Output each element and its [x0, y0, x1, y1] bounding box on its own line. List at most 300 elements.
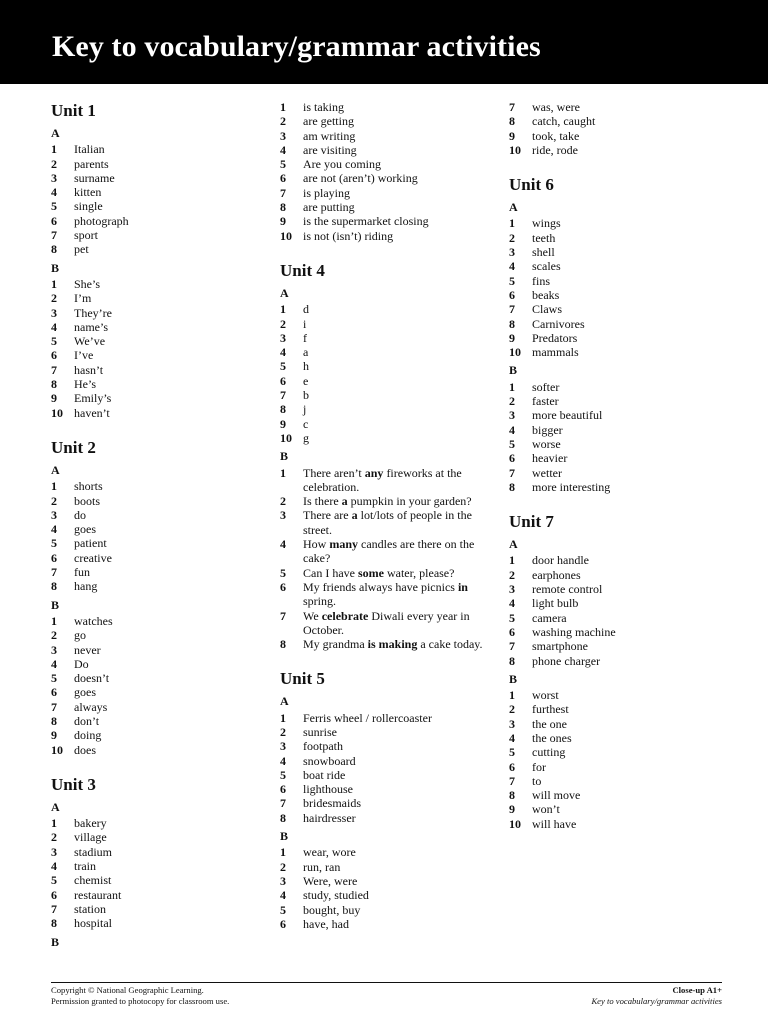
answer-item — [280, 171, 490, 185]
item-answer: never — [74, 642, 101, 657]
answer-item — [280, 388, 490, 402]
item-answer: kitten — [74, 185, 102, 200]
item-answer: a — [303, 345, 309, 360]
item-number: 5 — [509, 745, 515, 760]
item-number: 3 — [51, 507, 57, 522]
section-label: B — [51, 934, 60, 949]
item-answer: phone charger — [532, 653, 601, 668]
answer-item — [51, 536, 251, 550]
item-number: 1 — [280, 465, 286, 480]
answer-item — [280, 317, 490, 331]
answer-item — [509, 259, 719, 273]
item-answer: goes — [74, 522, 96, 537]
section-label: A — [509, 200, 518, 215]
item-answer: train — [74, 859, 96, 874]
item-answer: Were, were — [303, 873, 358, 888]
answer-item — [280, 374, 490, 388]
item-number: 8 — [280, 637, 286, 652]
item-number: 7 — [280, 388, 286, 403]
item-answer — [303, 637, 490, 651]
item-number: 5 — [280, 565, 286, 580]
item-number: 3 — [280, 128, 286, 143]
answer-item — [280, 566, 490, 580]
answer-item — [51, 551, 251, 565]
answer-item — [51, 242, 251, 256]
answer-item — [509, 451, 719, 465]
answer-item — [509, 302, 719, 316]
item-answer — [303, 537, 490, 566]
answer-item — [280, 739, 490, 753]
page-header — [0, 0, 768, 84]
item-answer: name’s — [74, 319, 108, 334]
item-number: 8 — [280, 200, 286, 215]
item-answer: We’ve — [74, 334, 106, 349]
answer-item — [280, 508, 490, 537]
answer-fragment: fireworks at the celebration. — [303, 465, 462, 494]
answer-item — [51, 859, 251, 873]
item-answer: b — [303, 388, 309, 403]
item-answer: bakery — [74, 816, 107, 831]
item-number: 6 — [280, 916, 286, 931]
item-number: 3 — [51, 642, 57, 657]
item-number: 6 — [51, 685, 57, 700]
item-number: 5 — [509, 273, 515, 288]
item-answer: I’ve — [74, 348, 94, 363]
item-number: 3 — [51, 844, 57, 859]
answer-item — [280, 359, 490, 373]
item-answer: He’s — [74, 377, 96, 392]
section-label: B — [509, 671, 518, 686]
item-number: 9 — [280, 214, 286, 229]
item-number: 1 — [509, 688, 515, 703]
item-number: 6 — [51, 348, 57, 363]
item-answer: go — [74, 628, 86, 643]
item-number: 5 — [51, 536, 57, 551]
answer-item — [51, 508, 251, 522]
answer-item — [280, 417, 490, 431]
answer-item — [51, 830, 251, 844]
footer-right — [591, 985, 722, 1007]
item-answer — [303, 466, 490, 495]
answer-item — [280, 874, 490, 888]
item-number: 3 — [51, 305, 57, 320]
item-answer: boat ride — [303, 767, 346, 782]
answer-fragment: We — [303, 608, 322, 623]
item-number: 3 — [509, 408, 515, 423]
item-answer: Carnivores — [532, 316, 585, 331]
answer-column-3 — [509, 100, 719, 831]
answer-item — [280, 345, 490, 359]
item-answer: is the supermarket closing — [303, 214, 429, 229]
item-number: 1 — [51, 816, 57, 831]
item-answer: cutting — [532, 745, 566, 760]
answer-highlight: in — [457, 579, 468, 594]
item-answer: teeth — [532, 230, 556, 245]
answer-item — [51, 743, 251, 757]
answer-item — [509, 480, 719, 494]
item-answer: fins — [532, 273, 550, 288]
item-answer: shorts — [74, 479, 103, 494]
section-label: B — [280, 449, 289, 464]
unit-heading: Unit 6 — [509, 175, 554, 195]
item-answer: Are you coming — [303, 157, 381, 172]
answer-item — [509, 114, 719, 128]
item-number: 8 — [509, 316, 515, 331]
item-number: 4 — [51, 656, 57, 671]
answer-item — [509, 100, 719, 114]
item-answer: won’t — [532, 802, 560, 817]
item-answer — [303, 566, 490, 580]
item-number: 6 — [509, 759, 515, 774]
item-number: 6 — [509, 451, 515, 466]
item-answer: catch, caught — [532, 114, 596, 129]
item-number: 5 — [509, 610, 515, 625]
item-answer: lighthouse — [303, 782, 353, 797]
item-answer: camera — [532, 610, 567, 625]
item-number: 2 — [280, 724, 286, 739]
item-number: 7 — [51, 901, 57, 916]
item-number: 10 — [509, 816, 521, 831]
item-number: 8 — [280, 402, 286, 417]
item-answer: bigger — [532, 422, 563, 437]
item-number: 10 — [51, 742, 63, 757]
unit-heading: Unit 3 — [51, 774, 96, 794]
answer-item — [280, 200, 490, 214]
answer-fragment: My friends always have picnics — [303, 579, 458, 594]
page-footer — [51, 982, 722, 1006]
item-number: 10 — [509, 142, 521, 157]
answer-item — [51, 334, 251, 348]
item-answer — [303, 580, 490, 609]
item-number: 1 — [509, 216, 515, 231]
answer-fragment: My grandma — [303, 637, 368, 652]
item-number: 5 — [280, 359, 286, 374]
item-number: 6 — [51, 887, 57, 902]
item-number: 4 — [51, 185, 57, 200]
answer-item — [280, 466, 490, 495]
answer-item — [51, 185, 251, 199]
item-answer: do — [74, 507, 86, 522]
answer-item — [509, 408, 719, 422]
answer-fragment: Is there — [303, 494, 342, 509]
answer-fragment: Can I have — [303, 565, 358, 580]
item-number: 7 — [280, 608, 286, 623]
answer-item — [509, 688, 719, 702]
item-number: 2 — [280, 316, 286, 331]
item-answer: run, ran — [303, 859, 341, 874]
item-answer: hospital — [74, 916, 112, 931]
item-number: 5 — [509, 436, 515, 451]
item-number: 4 — [280, 345, 286, 360]
item-answer: wear, wore — [303, 845, 356, 860]
item-number: 5 — [51, 671, 57, 686]
answer-item — [280, 331, 490, 345]
answer-item — [280, 903, 490, 917]
unit-spacer — [280, 651, 490, 668]
unit-spacer — [509, 494, 719, 511]
item-number: 2 — [280, 859, 286, 874]
answer-item — [509, 639, 719, 653]
answer-column-2 — [280, 100, 490, 931]
item-number: 7 — [51, 565, 57, 580]
answer-highlight: a — [341, 494, 348, 509]
item-number: 2 — [509, 702, 515, 717]
item-number: 2 — [509, 230, 515, 245]
item-number: 5 — [280, 157, 286, 172]
answer-item — [509, 553, 719, 567]
item-number: 6 — [280, 579, 286, 594]
item-answer: single — [74, 199, 103, 214]
item-answer: parents — [74, 156, 109, 171]
item-number: 7 — [51, 362, 57, 377]
item-answer: Do — [74, 656, 89, 671]
answer-item — [51, 700, 251, 714]
item-number: 5 — [51, 873, 57, 888]
item-number: 8 — [509, 114, 515, 129]
answer-item — [51, 671, 251, 685]
answer-item — [280, 768, 490, 782]
item-answer: e — [303, 373, 309, 388]
answer-highlight: many — [329, 537, 359, 552]
answer-item — [51, 643, 251, 657]
item-answer: have, had — [303, 916, 349, 931]
item-answer: snowboard — [303, 753, 356, 768]
answer-fragment: pumpkin in your garden? — [347, 494, 472, 509]
item-answer: the one — [532, 716, 567, 731]
item-answer: sport — [74, 228, 98, 243]
answer-fragment: a cake today. — [417, 637, 483, 652]
answer-item — [51, 888, 251, 902]
item-number: 4 — [509, 596, 515, 611]
item-answer: faster — [532, 394, 559, 409]
answer-item — [51, 277, 251, 291]
answer-fragment: spring. — [303, 594, 336, 609]
answer-item — [280, 888, 490, 902]
item-answer: stadium — [74, 844, 112, 859]
item-answer — [303, 609, 490, 638]
answer-item — [509, 129, 719, 143]
item-answer: doesn’t — [74, 671, 110, 686]
item-answer: footpath — [303, 739, 343, 754]
answer-item — [51, 657, 251, 671]
section-label: A — [280, 694, 289, 709]
section-label: B — [51, 597, 60, 612]
item-answer: the ones — [532, 730, 572, 745]
item-answer: Claws — [532, 302, 562, 317]
item-number: 2 — [509, 567, 515, 582]
item-answer: Emily’s — [74, 391, 112, 406]
item-answer: haven’t — [74, 405, 110, 420]
item-answer — [303, 494, 490, 508]
answer-item — [509, 654, 719, 668]
answer-item — [509, 625, 719, 639]
answer-item — [509, 216, 719, 230]
answer-item — [509, 245, 719, 259]
answer-item — [51, 816, 251, 830]
unit-spacer — [51, 420, 251, 437]
item-answer: does — [74, 742, 96, 757]
answer-item — [280, 860, 490, 874]
item-answer: was, were — [532, 100, 580, 114]
footer-left — [51, 985, 229, 1007]
permission-text: Permission granted to photocopy for classroom use. — [51, 996, 230, 1006]
answer-item — [280, 782, 490, 796]
answer-item — [280, 917, 490, 931]
answer-item — [280, 229, 490, 243]
item-number: 9 — [51, 728, 57, 743]
item-number: 2 — [280, 494, 286, 509]
answer-item — [509, 568, 719, 582]
item-number: 4 — [280, 537, 286, 552]
item-answer: worst — [532, 688, 559, 703]
item-number: 3 — [509, 582, 515, 597]
item-number: 10 — [280, 430, 292, 445]
answer-item — [51, 157, 251, 171]
answer-item — [280, 114, 490, 128]
answer-item — [51, 845, 251, 859]
answer-item — [280, 431, 490, 445]
item-number: 8 — [51, 713, 57, 728]
item-number: 9 — [509, 802, 515, 817]
answer-item — [509, 394, 719, 408]
item-answer: Ferris wheel / rollercoaster — [303, 710, 432, 725]
answer-item — [509, 760, 719, 774]
answer-item — [51, 348, 251, 362]
answer-highlight: a — [351, 508, 358, 523]
answer-item — [51, 320, 251, 334]
answer-item — [509, 717, 719, 731]
item-answer: are not (aren’t) working — [303, 171, 418, 186]
item-answer: furthest — [532, 702, 569, 717]
item-number: 1 — [51, 613, 57, 628]
item-answer: am writing — [303, 128, 356, 143]
item-answer: for — [532, 759, 546, 774]
item-number: 7 — [280, 185, 286, 200]
item-answer: sunrise — [303, 724, 337, 739]
answer-item — [280, 100, 490, 114]
item-number: 1 — [509, 553, 515, 568]
section-label: A — [280, 285, 289, 300]
section-label: A — [509, 537, 518, 552]
answer-item — [280, 725, 490, 739]
answer-item — [509, 774, 719, 788]
item-number: 6 — [51, 550, 57, 565]
item-answer: is playing — [303, 185, 350, 200]
answer-item — [509, 143, 719, 157]
item-answer: station — [74, 901, 106, 916]
item-answer: wetter — [532, 465, 562, 480]
answer-item — [280, 186, 490, 200]
answer-item — [280, 845, 490, 859]
answer-item — [280, 537, 490, 566]
item-number: 1 — [51, 276, 57, 291]
answer-column-1 — [51, 100, 251, 951]
item-number: 8 — [509, 479, 515, 494]
item-answer: g — [303, 430, 309, 445]
item-answer: watches — [74, 613, 113, 628]
answer-item — [51, 916, 251, 930]
item-number: 3 — [51, 170, 57, 185]
answer-item — [280, 157, 490, 171]
item-number: 10 — [51, 405, 63, 420]
answer-item — [509, 596, 719, 610]
item-answer: She’s — [74, 276, 101, 291]
section-label: B — [509, 363, 518, 378]
answer-item — [51, 142, 251, 156]
answer-item — [509, 745, 719, 759]
item-answer: heavier — [532, 451, 568, 466]
item-answer: is taking — [303, 100, 344, 114]
item-answer: bought, buy — [303, 902, 361, 917]
item-number: 3 — [280, 739, 286, 754]
item-answer: door handle — [532, 553, 589, 568]
answer-item — [280, 609, 490, 638]
item-number: 7 — [509, 100, 515, 114]
item-number: 6 — [509, 624, 515, 639]
item-answer: smartphone — [532, 639, 588, 654]
answer-highlight: celebrate — [321, 608, 369, 623]
item-answer — [303, 508, 490, 537]
item-answer: earphones — [532, 567, 581, 582]
item-answer: is not (isn’t) riding — [303, 228, 394, 243]
item-answer: hasn’t — [74, 362, 104, 377]
item-number: 9 — [51, 391, 57, 406]
item-answer: remote control — [532, 582, 603, 597]
answer-item — [509, 702, 719, 716]
item-answer: light bulb — [532, 596, 579, 611]
copyright-text: Copyright © National Geographic Learning. — [51, 985, 204, 995]
item-answer: always — [74, 699, 108, 714]
answer-item — [280, 129, 490, 143]
item-answer: washing machine — [532, 624, 616, 639]
item-answer: will have — [532, 816, 577, 831]
item-answer: are getting — [303, 114, 354, 129]
item-number: 5 — [280, 767, 286, 782]
item-number: 6 — [280, 782, 286, 797]
unit-heading: Unit 4 — [280, 260, 325, 280]
item-number: 1 — [280, 302, 286, 317]
item-number: 4 — [509, 259, 515, 274]
answer-item — [51, 579, 251, 593]
answer-item — [280, 637, 490, 651]
item-answer: are putting — [303, 200, 355, 215]
item-answer: surname — [74, 170, 115, 185]
answer-fragment: Diwali every year in October. — [303, 608, 470, 637]
answer-item — [51, 391, 251, 405]
item-answer: beaks — [532, 287, 560, 302]
item-answer: more interesting — [532, 479, 611, 494]
item-number: 6 — [51, 213, 57, 228]
page-title: Key to vocabulary/grammar activities — [52, 30, 541, 63]
unit-spacer — [280, 243, 490, 260]
item-answer: more beautiful — [532, 408, 603, 423]
item-answer: shell — [532, 245, 555, 260]
item-number: 2 — [51, 291, 57, 306]
answer-item — [509, 731, 719, 745]
item-answer: took, take — [532, 128, 580, 143]
answer-item — [51, 363, 251, 377]
item-answer: pet — [74, 242, 89, 257]
answer-item — [51, 714, 251, 728]
answer-item — [280, 754, 490, 768]
item-number: 4 — [280, 142, 286, 157]
item-number: 2 — [509, 394, 515, 409]
answer-item — [509, 582, 719, 596]
item-number: 7 — [509, 773, 515, 788]
item-answer: wings — [532, 216, 561, 231]
answer-item — [51, 628, 251, 642]
item-number: 3 — [509, 245, 515, 260]
